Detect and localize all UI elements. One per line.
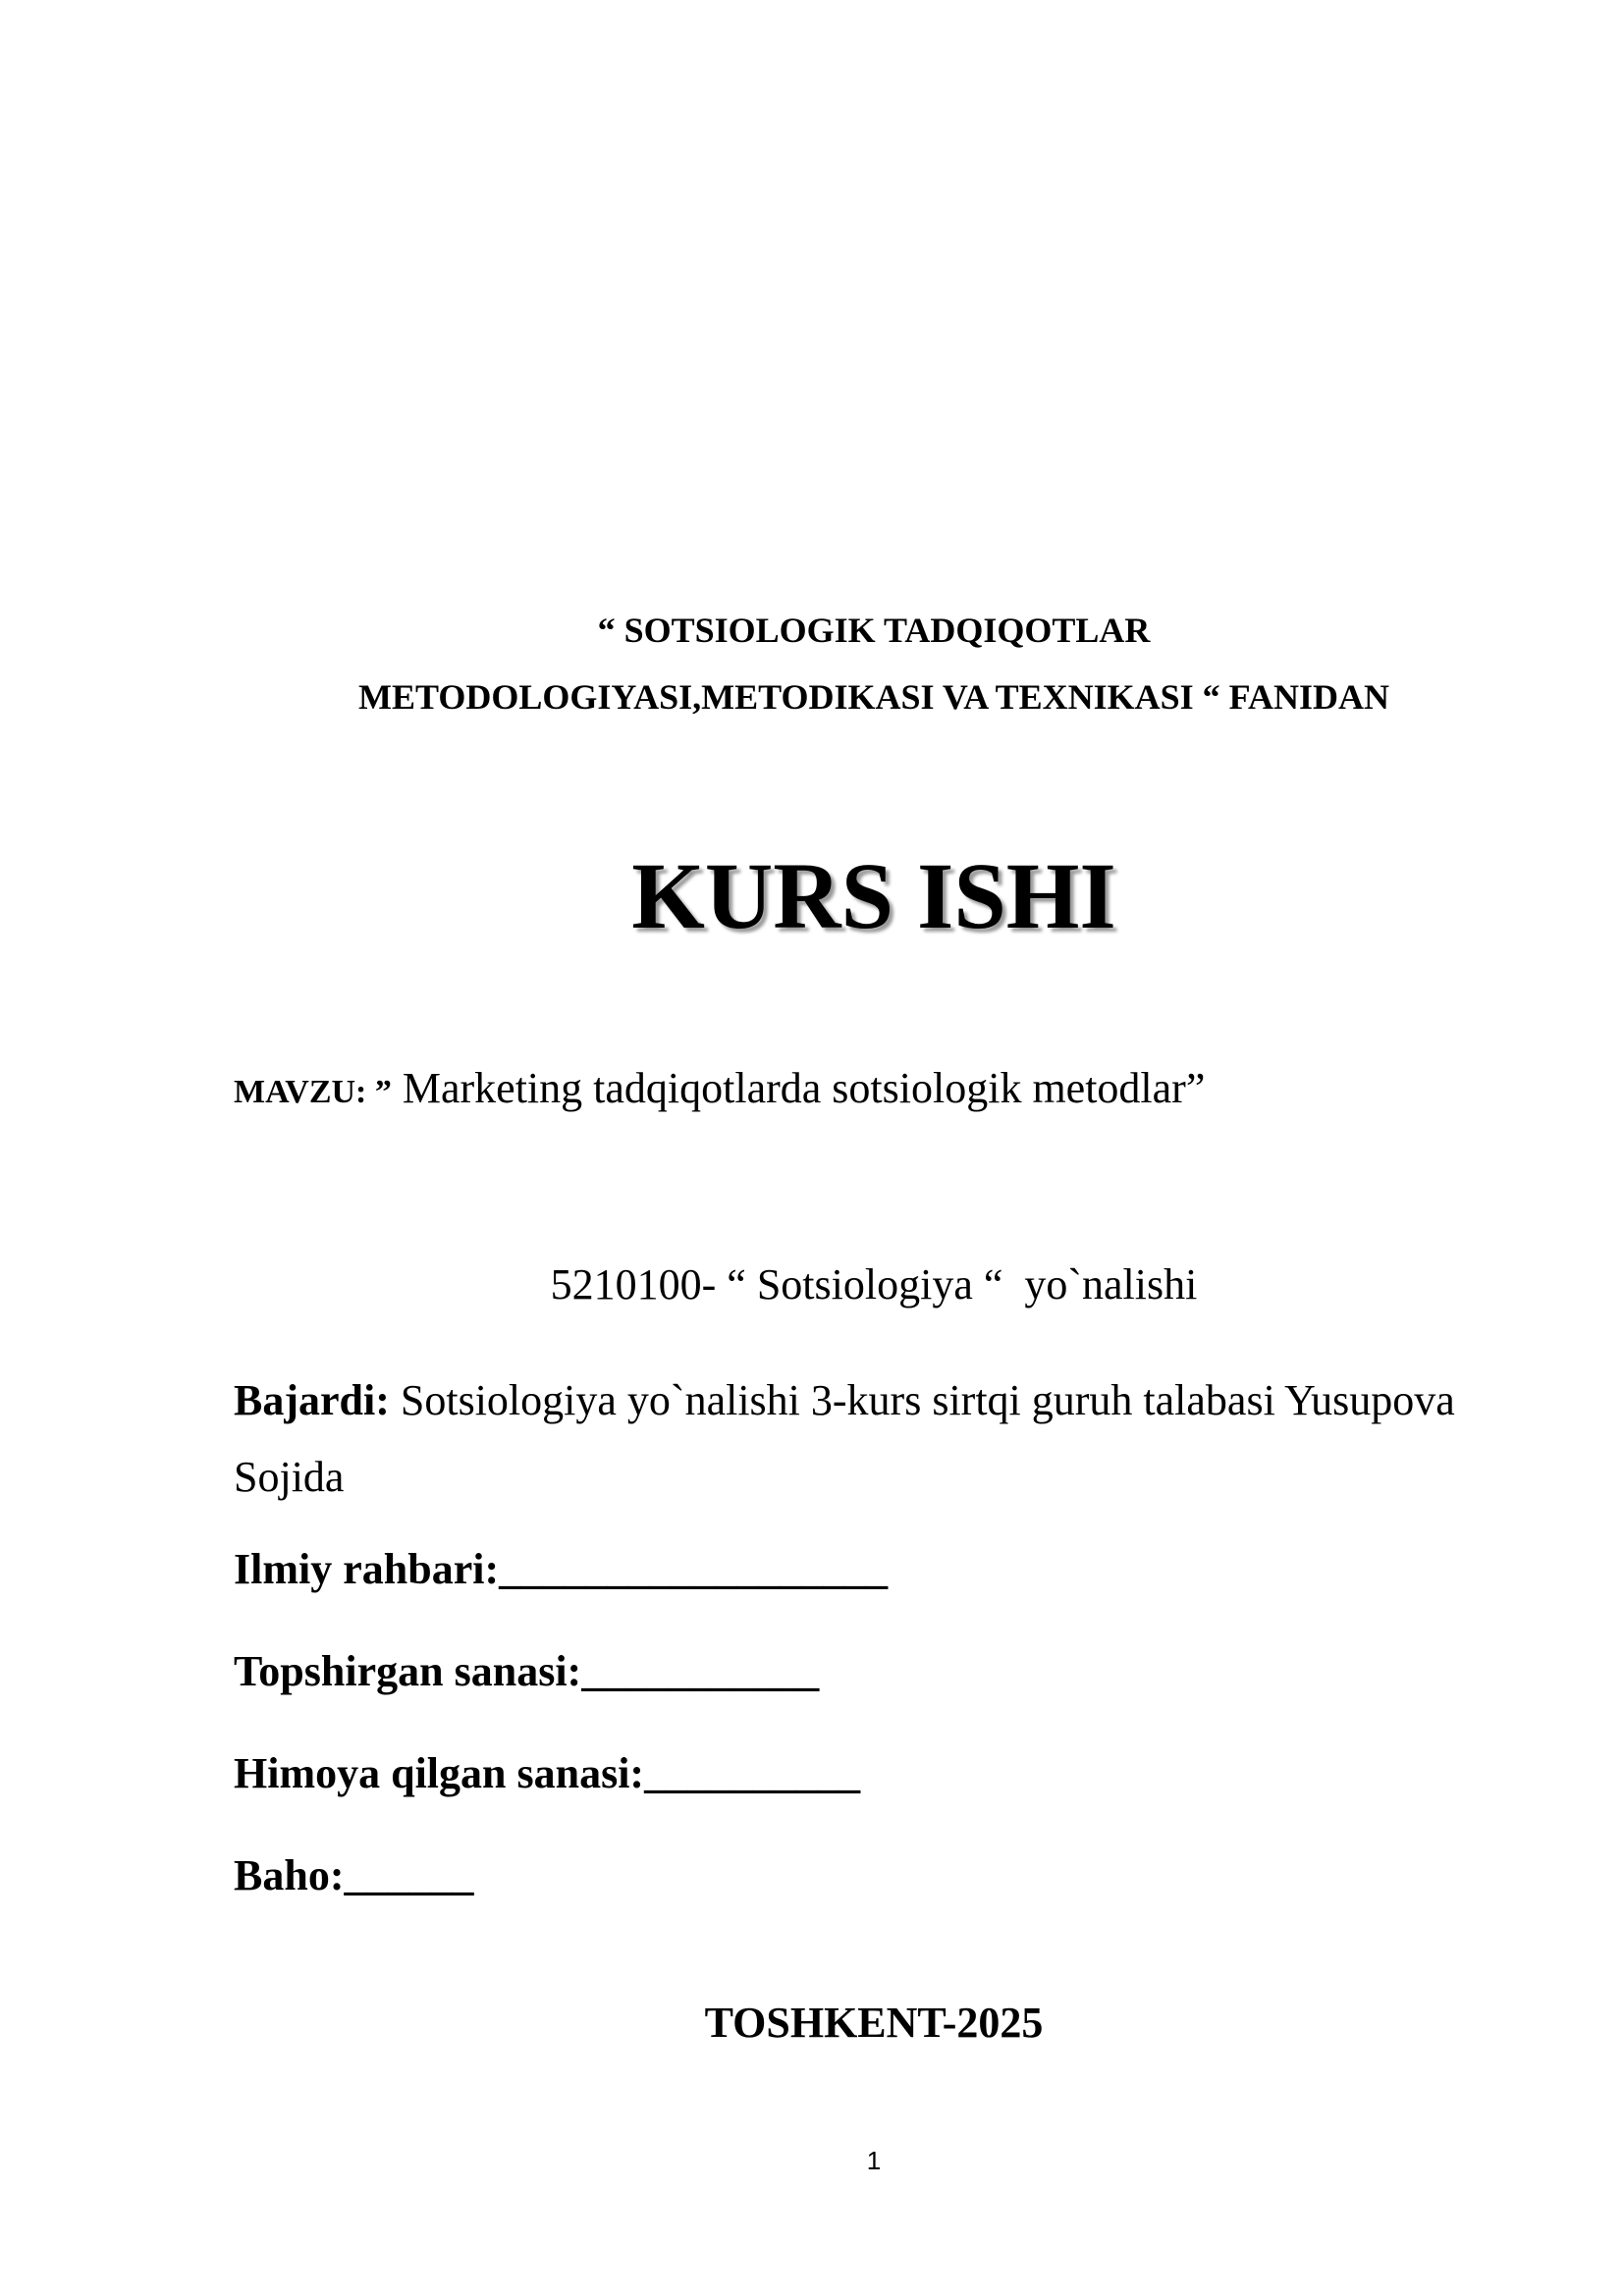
subject-line-2: METODOLOGIYASI,METODIKASI VA TEXNIKASI “ FANIDAN [358,677,1389,717]
advisor-field: Ilmiy rahbari:__________________ [234,1545,889,1593]
defended-date-field: Himoya qilgan sanasi:__________ [234,1749,861,1797]
document-title: KURS ISHI [631,843,1116,948]
performer-line [234,1362,1510,1516]
topic-value: Marketing tadqiqotlarda sotsiologik metodlar” [391,1064,1206,1112]
performer-value: Sotsiologiya yo`nalishi 3-kurs sirtqi guruh talabasi Yusupova Sojida [234,1376,1455,1501]
topic-label: MAVZU: ” [234,1074,392,1110]
submitted-date-field: Topshirgan sanasi:___________ [234,1647,820,1695]
grade-field: Baho:______ [234,1851,474,1899]
subject-line-1: “ SOTSIOLOGIK TADQIQOTLAR [597,611,1151,650]
performer-label: Bajardi: [234,1376,390,1424]
page-number: 1 [866,2146,882,2175]
direction-line: 5210100- “ Sotsiologiya “ yo`nalishi [550,1260,1198,1308]
city-year: TOSHKENT-2025 [704,1999,1044,2047]
topic-line [234,1062,1205,1119]
